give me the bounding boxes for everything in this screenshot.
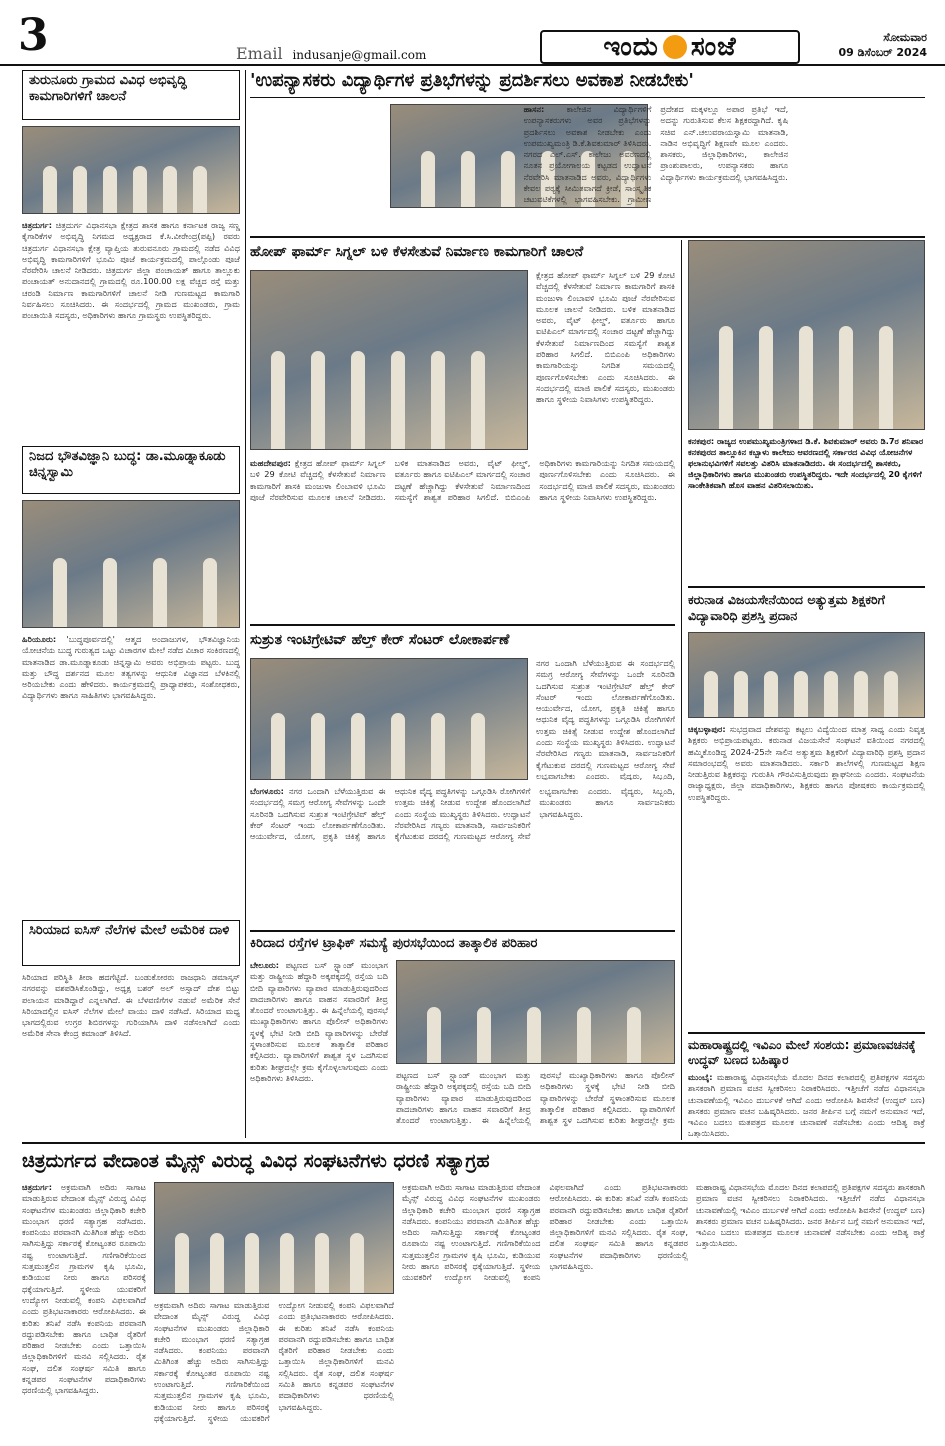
logo-text-right: ಸಂಜೆ [690,31,737,62]
body-text: ಪಟ್ಟಣದ ಬಸ್ ಸ್ಟ್ಯಾಂಡ್ ಮುಂಭಾಗ ಮತ್ತು ರಾಷ್ಟ್ರೀಯ ಹೆದ್ದಾರಿ ಅಕ್ಕಪಕ್ಕದಲ್ಲಿ ರಸ್ತೆಯ ಬದಿ ಬೀದಿ ವ್ಯಾಪಾರಿಗಳು ವ್ಯಾಪಾರ ಮಾಡುತ್ತಿರುವುದರಿಂದ ಪಾದಚಾರಿಗಳು ಹಾಗೂ ವಾಹನ ಸವಾರರಿಗೆ ತೀವ್ರ ತೊಂದರೆ ಉಂಟಾಗುತ್ತಿತ್ತು. ಈ ಹಿನ್ನೆಲೆಯಲ್ಲಿ ಪುರಸಭೆ ಮುಖ್ಯಾಧಿಕಾರಿಗಳು ಹಾಗೂ ಪೊಲೀಸ್ ಅಧಿಕಾರಿಗಳು ಸ್ಥಳಕ್ಕೆ ಭೇಟಿ ನೀಡಿ ಬೀದಿ ವ್ಯಾಪಾರಿಗಳನ್ನು ಬೇರೆಡೆ ಸ್ಥಳಾಂತರಿಸುವ ಮೂಲಕ ತಾತ್ಕಾಲಿಕ ಪರಿಹಾರ ಕಲ್ಪಿಸಿದರು. ವ್ಯಾಪಾರಿಗಳಿಗೆ ಶಾಶ್ವತ ಸ್ಥಳ ಒದಗಿಸುವ ಕುರಿತು ಶೀಘ್ರದಲ್ಲೇ ಕ್ರಮ [396,1070,675,1126]
article-body [22,1182,146,1436]
headline: ಕಿರಿದಾದ ರಸ್ತೆಗಳ ಟ್ರಾಫಿಕ್ ಸಮಸ್ಯೆ ಪುರಸಭೆಯಿಂದ ತಾತ್ಕಾಲಿಕ ಪರಿಹಾರ [250,936,538,951]
byline: ಚಿತ್ರದುರ್ಗ: [22,220,53,230]
article-karunada [688,590,925,1028]
article-body-continued [396,1070,675,1136]
event-photo [250,270,528,450]
article-body [22,220,240,442]
article-mudnakudu [22,446,240,916]
section-divider [250,236,925,238]
article-body-continued [154,1300,394,1436]
headline: 'ಉಪನ್ಯಾಸಕರು ವಿದ್ಯಾರ್ಥಿಗಳ ಪ್ರತಿಭೆಗಳನ್ನು ಪ್ರದರ್ಶಿಸಲು ಅವಕಾಶ ನೀಡಬೇಕು' [250,70,925,98]
body-text: ಅಕ್ರಮವಾಗಿ ಅದಿರು ಸಾಗಾಟ ಮಾಡುತ್ತಿರುವ ವೇದಾಂತ ಮೈನ್ಸ್ ವಿರುದ್ಧ ವಿವಿಧ ಸಂಘಟನೆಗಳ ಮುಖಂಡರು ಜಿಲ್ಲಾಧಿಕಾರಿ ಕಚೇರಿ ಮುಂಭಾಗ ಧರಣಿ ಸತ್ಯಾಗ್ರಹ ನಡೆಸಿದರು. ಕಂಪನಿಯು ಪರವಾನಗಿ ಮಿತಿಗಿಂತ ಹೆಚ್ಚು ಅದಿರು ಸಾಗಿಸುತ್ತಿದ್ದು ಸರ್ಕಾರಕ್ಕೆ ಕೋಟ್ಯಂತರ ರೂಪಾಯಿ ನಷ್ಟ ಉಂಟಾಗುತ್ತಿದೆ. ಗಣಿಗಾರಿಕೆಯಿಂದ ಸುತ್ತಮುತ್ತಲಿನ ಗ್ರಾಮಗಳ ಕೃಷಿ ಭೂಮಿ, ಕುಡಿಯುವ ನೀರು ಹಾಗೂ ಪರಿಸರಕ್ಕೆ ಧಕ್ಕೆಯಾಗುತ್ತಿದೆ. ಸ್ಥಳೀಯ ಯುವಕರಿಗೆ ಉದ್ಯೋಗ ನೀಡುವಲ್ಲಿ ಕಂಪನಿ ವಿಫಲವಾಗಿದೆ ಎಂದು ಪ್ರತಿಭಟನಾಕಾರರು ಆರೋಪಿಸಿದರು. ಈ ಕುರಿತು ತನಿಖೆ ನಡೆಸಿ ಕಂಪನಿಯ ಪರವಾನಗಿ ರದ್ದುಪಡಿಸಬೇಕು ಹಾಗೂ ಬಾಧಿತ ರೈತರಿಗೆ ಪರಿಹಾರ ನೀಡಬೇಕು ಎಂದು ಒತ್ತಾಯಿಸಿ ಜಿಲ್ಲಾಧಿಕಾರಿಗಳಿಗೆ ಮನವಿ ಸಲ್ಲಿಸಿದರು. ರೈತ ಸಂಘ, ದಲಿತ ಸಂಘರ್ಷ ಸಮಿತಿ ಹಾಗೂ ಕನ್ನಡಪರ ಸಂಘಟನೆಗಳ ಪದಾಧಿಕಾರಿಗಳು ಧರಣಿಯಲ್ಲಿ ಭಾಗವಹಿಸಿದ್ದರು. [22,1182,146,1396]
article-sushruta [250,628,675,928]
article-syria [22,920,240,1138]
section-divider [688,586,925,588]
headline: ಸಿರಿಯಾದ ಐಸಿಸ್ ನೆಲೆಗಳ ಮೇಲೆ ಅಮೆರಿಕ ದಾಳಿ [22,920,240,966]
newspaper-logo [540,30,800,64]
article-body [250,786,675,928]
byline: ಬೆಂಗಳೂರು: [250,786,284,796]
body-text: ಸುಭದ್ರವಾದ ದೇಶವನ್ನು ಕಟ್ಟಲು ವಿದ್ಯೆಯಿಂದ ಮಾತ್ರ ಸಾಧ್ಯ ಎಂದು ನಿವೃತ್ತ ಶಿಕ್ಷಕರು ಅಭಿಪ್ರಾಯಪಟ್ಟರು. ಕರುನಾಡ ವಿಜಯಸೇನೆ ಸಂಘಟನೆ ವತಿಯಿಂದ ನಗರದಲ್ಲಿ ಹಮ್ಮಿಕೊಂಡಿದ್ದ 2024-25ನೇ ಸಾಲಿನ ಅತ್ಯುತ್ತಮ ಶಿಕ್ಷಕರಿಗೆ ವಿದ್ಯಾವಾರಿಧಿ ಪ್ರಶಸ್ತಿ ಪ್ರದಾನ ಸಮಾರಂಭದಲ್ಲಿ ಅವರು ಮಾತನಾಡಿದರು. ಸರ್ಕಾರಿ ಶಾಲೆಗಳಲ್ಲಿ ಗುಣಮಟ್ಟದ ಶಿಕ್ಷಣ ನೀಡುತ್ತಿರುವ ಶಿಕ್ಷಕರನ್ನು ಗುರುತಿಸಿ ಗೌರವಿಸುತ್ತಿರುವುದು ಶ್ಲಾಘನೀಯ ಎಂದರು. ಸಂಘಟನೆಯ ರಾಜ್ಯಾಧ್ಯಕ್ಷರು, ಜಿಲ್ಲಾ ಪದಾಧಿಕಾರಿಗಳು, ಶಿಕ್ಷಕರು ಹಾಗೂ ಪೋಷಕರು ಕಾರ್ಯಕ್ರಮದಲ್ಲಿ ಉಪಸ್ಥಿತರಿದ್ದರು. [688,724,925,802]
body-text: ಮಹಾರಾಷ್ಟ್ರ ವಿಧಾನಸಭೆಯ ಮೊದಲ ದಿನದ ಕಲಾಪದಲ್ಲಿ ಪ್ರತಿಪಕ್ಷಗಳ ಸದಸ್ಯರು ಶಾಸಕರಾಗಿ ಪ್ರಮಾಣ ವಚನ ಸ್ವೀಕರಿಸಲು ನಿರಾಕರಿಸಿದರು. ಇತ್ತೀಚೆಗೆ ನಡೆದ ವಿಧಾನಸಭಾ ಚುನಾವಣೆಯಲ್ಲಿ ಇವಿಎಂ ದುರ್ಬಳಕೆ ಆಗಿದೆ ಎಂದು ಆರೋಪಿಸಿ ಶಿವಸೇನೆ (ಉದ್ಧವ್ ಬಣ) ಶಾಸಕರು ಪ್ರಮಾಣ ವಚನ ಬಹಿಷ್ಕರಿಸಿದರು. ಜನರ ತೀರ್ಪಿನ ಬಗ್ಗೆ ನಮಗೆ ಅನುಮಾನ ಇದೆ, ಇವಿಎಂ ಬದಲು ಮತಪತ್ರದ ಮೂಲಕ ಚುನಾವಣೆ ನಡೆಸಬೇಕು ಎಂದು ಆದಿತ್ಯ ಠಾಕ್ರೆ ಒತ್ತಾಯಿಸಿದರು. [688,1072,925,1138]
email-line [236,44,426,63]
headline: ಚಿತ್ರದುರ್ಗದ ವೇದಾಂತ ಮೈನ್ಸ್ ವಿರುದ್ಧ ವಿವಿಧ ಸಂಘಟನೆಗಳು ಧರಣಿ ಸತ್ಯಾಗ್ರಹ [22,1150,490,1172]
byline: ಚಿಕ್ಕಬಳ್ಳಾಪುರ: [688,724,726,734]
body-text: ಅಕ್ರಮವಾಗಿ ಅದಿರು ಸಾಗಾಟ ಮಾಡುತ್ತಿರುವ ವೇದಾಂತ ಮೈನ್ಸ್ ವಿರುದ್ಧ ವಿವಿಧ ಸಂಘಟನೆಗಳ ಮುಖಂಡರು ಜಿಲ್ಲಾಧಿಕಾರಿ ಕಚೇರಿ ಮುಂಭಾಗ ಧರಣಿ ಸತ್ಯಾಗ್ರಹ ನಡೆಸಿದರು. ಕಂಪನಿಯು ಪರವಾನಗಿ ಮಿತಿಗಿಂತ ಹೆಚ್ಚು ಅದಿರು ಸಾಗಿಸುತ್ತಿದ್ದು ಸರ್ಕಾರಕ್ಕೆ ಕೋಟ್ಯಂತರ ರೂಪಾಯಿ ನಷ್ಟ ಉಂಟಾಗುತ್ತಿದೆ. ಗಣಿಗಾರಿಕೆಯಿಂದ ಸುತ್ತಮುತ್ತಲಿನ ಗ್ರಾಮಗಳ ಕೃಷಿ ಭೂಮಿ, ಕುಡಿಯುವ ನೀರು ಹಾಗೂ ಪರಿಸರಕ್ಕೆ ಧಕ್ಕೆಯಾಗುತ್ತಿದೆ. ಸ್ಥಳೀಯ ಯುವಕರಿಗೆ ಉದ್ಯೋಗ ನೀಡುವಲ್ಲಿ ಕಂಪನಿ ವಿಫಲವಾಗಿದೆ ಎಂದು ಪ್ರತಿಭಟನಾಕಾರರು ಆರೋಪಿಸಿದರು. ಈ ಕುರಿತು ತನಿಖೆ ನಡೆಸಿ ಕಂಪನಿಯ ಪರವಾನಗಿ ರದ್ದುಪಡಿಸಬೇಕು ಹಾಗೂ ಬಾಧಿತ ರೈತರಿಗೆ ಪರಿಹಾರ ನೀಡಬೇಕು ಎಂದು ಒತ್ತಾಯಿಸಿ ಜಿಲ್ಲಾಧಿಕಾರಿಗಳಿಗೆ ಮನವಿ ಸಲ್ಲಿಸಿದರು. ರೈತ ಸಂಘ, ದಲಿತ ಸಂಘರ್ಷ ಸಮಿತಿ ಹಾಗೂ ಕನ್ನಡಪರ ಸಂಘಟನೆಗಳ ಪದಾಧಿಕಾರಿಗಳು ಧರಣಿಯಲ್ಲಿ ಭಾಗವಹಿಸಿದ್ದರು. [154,1300,394,1423]
headline: ಕರುನಾಡ ವಿಜಯಸೇನೆಯಿಂದ ಅತ್ಯುತ್ತಮ ಶಿಕ್ಷಕರಿಗೆ ವಿದ್ಯಾವಾರಿಧಿ ಪ್ರಶಸ್ತಿ ಪ್ರದಾನ [688,592,885,623]
headline: ಸುಶ್ರುತ ಇಂಟಿಗ್ರೇಟಿವ್ ಹೆಲ್ತ್ ಕೇರ್ ಸೆಂಟರ್ ಲೋಕಾರ್ಪಣೆ [250,632,510,648]
photo-story-dkshivakumar [688,240,925,582]
event-photo [22,500,240,628]
body-text: ಕ್ಷೇತ್ರದ ಹೋಪ್ ಫಾರ್ಮ್ ಸಿಗ್ನಲ್ ಬಳಿ 29 ಕೋಟಿ ವೆಚ್ಚದಲ್ಲಿ ಕೆಳಸೇತುವೆ ನಿರ್ಮಾಣ ಕಾಮಗಾರಿಗೆ ಶಾಸಕಿ ಮಂಜುಳಾ ಲಿಂಬಾವಳಿ ಭೂಮಿ ಪೂಜೆ ನೆರವೇರಿಸುವ ಮೂಲಕ ಚಾಲನೆ ನೀಡಿದರು. ಬಳಿಕ ಮಾತನಾಡಿದ ಅವರು, ವೈಟ್ ಫೀಲ್ಡ್, ವರ್ತೂರು ಹಾಗೂ ಐಟಿಪಿಎಲ್ ಮಾರ್ಗದಲ್ಲಿ ಸಂಚಾರ ದಟ್ಟಣೆ ಹೆಚ್ಚಾಗಿದ್ದು ಕೆಳಸೇತುವೆ ನಿರ್ಮಾಣದಿಂದ ಸಮಸ್ಯೆಗೆ ಶಾಶ್ವತ ಪರಿಹಾರ ಸಿಗಲಿದೆ. ಬಿಬಿಎಂಪಿ ಅಧಿಕಾರಿಗಳು ಕಾಮಗಾರಿಯನ್ನು ನಿಗದಿತ ಸಮಯದಲ್ಲಿ ಪೂರ್ಣಗೊಳಿಸಬೇಕು ಎಂದು ಸೂಚಿಸಿದರು. ಈ ಸಂದರ್ಭದಲ್ಲಿ ಮಾಜಿ ಪಾಲಿಕೆ ಸದಸ್ಯರು, ಮುಖಂಡರು ಹಾಗೂ ಸ್ಥಳೀಯ ನಿವಾಸಿಗಳು ಉಪಸ್ಥಿತರಿದ್ದರು. [536,270,675,405]
article-lecturers [250,70,925,232]
issue-date: 09 ಡಿಸೆಂಬರ್ 2024 [838,46,927,59]
photo-caption: ಕನಕಪುರ: ರಾಜ್ಯದ ಉಪಮುಖ್ಯಮಂತ್ರಿಗಳಾದ ಡಿ.ಕೆ. ಶಿವಕುಮಾರ್ ಅವರು ಡಿ.7ರ ಶನಿವಾರ ಕನಕಪುರದ ತಾಲ್ಲೂಕಿನ ಕಬ್ಬಾಳು ಕಾಲೇಜು ಆವರಣದಲ್ಲಿ ಸರ್ಕಾರದ ವಿವಿಧ ಯೋಜನೆಗಳ ಫಲಾನುಭವಿಗಳಿಗೆ ಸವಲತ್ತು ವಿತರಿಸಿ ಮಾತನಾಡಿದರು. ಈ ಸಂದರ್ಭದಲ್ಲಿ ಶಾಸಕರು, ಜಿಲ್ಲಾಧಿಕಾರಿಗಳು ಹಾಗೂ ಮುಖಂಡರು ಉಪಸ್ಥಿತರಿದ್ದರು. ಇದೇ ಸಂದರ್ಭದಲ್ಲಿ 20 ಕೈಗಳಿಗೆ ಸಾಂಕೇತಿಕವಾಗಿ ಹೊಸ ವಾಹನ ವಿತರಿಸಲಾಯಿತು. [688,436,924,490]
logo-text-left: ಇಂದು [603,31,659,62]
article-body-continued-2 [402,1182,688,1436]
byline: ಬೇಲೂರು: [250,960,280,970]
article-body-continued [536,658,675,780]
dateline [839,30,928,60]
weekday: ಸೋಮವಾರ [883,31,927,44]
body-text: ಚಿತ್ರದುರ್ಗ ವಿಧಾನಸಭಾ ಕ್ಷೇತ್ರದ ಶಾಸಕ ಹಾಗೂ ಕರ್ನಾಟಕ ರಾಜ್ಯ ಸಣ್ಣ ಕೈಗಾರಿಕೆಗಳ ಅಭಿವೃದ್ಧಿ ನಿಗಮದ ಅಧ್ಯಕ್ಷರಾದ ಕೆ.ಸಿ.ವೀರೇಂದ್ರ(ಪಪ್ಪಿ) ರವರು ಚಿತ್ರದುರ್ಗ ವಿಧಾನಸಭಾ ಕ್ಷೇತ್ರ ವ್ಯಾಪ್ತಿಯ ತುರುವನೂರು ಗ್ರಾಮದಲ್ಲಿ ನಡೆದ ವಿವಿಧ ಅಭಿವೃದ್ಧಿ ಕಾಮಗಾರಿಗಳಿಗೆ ಭೂಮಿ ಪೂಜೆ ಕಾರ್ಯಕ್ರಮದಲ್ಲಿ ಪಾಲ್ಗೊಂಡು ಪೂಜೆ ನೆರವೇರಿಸಿ ಚಾಲನೆ ನೀಡಿದರು. ಚಿತ್ರದುರ್ಗ ಜಿಲ್ಲಾ ಪಂಚಾಯತ್ ಹಾಗೂ ತಾಲ್ಲೂಕು ಪಂಚಾಯತ್ ಅನುದಾನದಲ್ಲಿ ಗ್ರಾಮದಲ್ಲಿ ರೂ.100.00 ಲಕ್ಷ ವೆಚ್ಚದ ರಸ್ತೆ ಮತ್ತು ಚರಂಡಿ ನಿರ್ಮಾಣ ಕಾಮಗಾರಿಗಳಿಗೆ ಚಾಲನೆ ನೀಡಿ ಗುಣಮಟ್ಟದ ಕಾಮಗಾರಿ ನಿರ್ವಹಿಸಲು ಸೂಚಿಸಿದರು. ಈ ಸಂದರ್ಭದಲ್ಲಿ ಗ್ರಾಮದ ಮುಖಂಡರು, ಗ್ರಾಮ ಪಂಚಾಯಿತಿ ಸದಸ್ಯರು, ಅಧಿಕಾರಿಗಳು ಹಾಗೂ ಗ್ರಾಮಸ್ಥರು ಉಪಸ್ಥಿತರಿದ್ದರು. [22,220,240,321]
section-divider [250,930,675,932]
byline: ಚಿತ್ರದುರ್ಗ: [22,1182,53,1192]
byline: ಮುಂಬೈ: [688,1072,713,1082]
byline: ಹಾಸನ: [523,104,545,114]
section-divider [22,1142,925,1144]
email-label: Email [236,44,283,63]
section-divider [250,624,675,626]
article-body [250,104,925,232]
body-text: 'ಬುದ್ಧಪೂರ್ವದಲ್ಲಿ' ಆತ್ಮದ ಅಂದಾಜುಗಳ, ಭೌತವಿಜ್ಞಾನಿಯ ಯೋಚನೆಯ ಬುದ್ಧ ಗುರುತ್ವದ ಒಟ್ಟು ವಿಚಾರಗಳ ಮೇಲೆ ನಡೆದ ವಿಚಾರ ಸಂಕಿರಣದಲ್ಲಿ ಮಾತನಾಡಿದ ಡಾ.ಮೂಡ್ನಾಕೂಡು ಚಿನ್ನಸ್ವಾಮಿ ಅವರು ಅಭಿಪ್ರಾಯ ಪಟ್ಟರು. ಬುದ್ಧ ಮತ್ತು ಬೌದ್ಧ ದರ್ಶನದ ಮೂಲ ತತ್ವಗಳನ್ನು ಆಧುನಿಕ ವಿಜ್ಞಾನದ ಬೆಳಕಿನಲ್ಲಿ ಅರಿಯಬೇಕು ಎಂದು ಹೇಳಿದರು. ಕಾರ್ಯಕ್ರಮದಲ್ಲಿ ಪ್ರಾಧ್ಯಾಪಕರು, ಸಂಶೋಧಕರು, ವಿದ್ಯಾರ್ಥಿಗಳು ಹಾಗೂ ಸಾಹಿತಿಗಳು ಭಾಗವಹಿಸಿದ್ದರು. [22,634,240,701]
body-text: ಅಕ್ರಮವಾಗಿ ಅದಿರು ಸಾಗಾಟ ಮಾಡುತ್ತಿರುವ ವೇದಾಂತ ಮೈನ್ಸ್ ವಿರುದ್ಧ ವಿವಿಧ ಸಂಘಟನೆಗಳ ಮುಖಂಡರು ಜಿಲ್ಲಾಧಿಕಾರಿ ಕಚೇರಿ ಮುಂಭಾಗ ಧರಣಿ ಸತ್ಯಾಗ್ರಹ ನಡೆಸಿದರು. ಕಂಪನಿಯು ಪರವಾನಗಿ ಮಿತಿಗಿಂತ ಹೆಚ್ಚು ಅದಿರು ಸಾಗಿಸುತ್ತಿದ್ದು ಸರ್ಕಾರಕ್ಕೆ ಕೋಟ್ಯಂತರ ರೂಪಾಯಿ ನಷ್ಟ ಉಂಟಾಗುತ್ತಿದೆ. ಗಣಿಗಾರಿಕೆಯಿಂದ ಸುತ್ತಮುತ್ತಲಿನ ಗ್ರಾಮಗಳ ಕೃಷಿ ಭೂಮಿ, ಕುಡಿಯುವ ನೀರು ಹಾಗೂ ಪರಿಸರಕ್ಕೆ ಧಕ್ಕೆಯಾಗುತ್ತಿದೆ. ಸ್ಥಳೀಯ ಯುವಕರಿಗೆ ಉದ್ಯೋಗ ನೀಡುವಲ್ಲಿ ಕಂಪನಿ ವಿಫಲವಾಗಿದೆ ಎಂದು ಪ್ರತಿಭಟನಾಕಾರರು ಆರೋಪಿಸಿದರು. ಈ ಕುರಿತು ತನಿಖೆ ನಡೆಸಿ ಕಂಪನಿಯ ಪರವಾನಗಿ ರದ್ದುಪಡಿಸಬೇಕು ಹಾಗೂ ಬಾಧಿತ ರೈತರಿಗೆ ಪರಿಹಾರ ನೀಡಬೇಕು ಎಂದು ಒತ್ತಾಯಿಸಿ ಜಿಲ್ಲಾಧಿಕಾರಿಗಳಿಗೆ ಮನವಿ ಸಲ್ಲಿಸಿದರು. ರೈತ ಸಂಘ, ದಲಿತ ಸಂಘರ್ಷ ಸಮಿತಿ ಹಾಗೂ ಕನ್ನಡಪರ ಸಂಘಟನೆಗಳ ಪದಾಧಿಕಾರಿಗಳು ಧರಣಿಯಲ್ಲಿ ಭಾಗವಹಿಸಿದ್ದರು. [402,1182,688,1283]
article-body-continued [536,270,675,450]
article-body [22,634,240,916]
article-body [688,724,925,1028]
article-hope-farm [250,240,675,620]
column-divider [245,70,246,1138]
article-vedanta [22,1146,688,1436]
body-text: ಸಿರಿಯಾದ ಪರಿಸ್ಥಿತಿ ತೀರಾ ಹದಗೆಟ್ಟಿದೆ. ಬಂಡುಕೋರರು ರಾಜಧಾನಿ ಡಮಾಸ್ಕಸ್ ನಗರವನ್ನು ವಶಪಡಿಸಿಕೊಂಡಿದ್ದು, ಅಧ್ಯಕ್ಷ ಬಶರ್ ಅಲ್ ಅಸ್ಸಾದ್ ದೇಶ ಬಿಟ್ಟು ಪಲಾಯನ ಮಾಡಿದ್ದಾರೆ ಎನ್ನಲಾಗಿದೆ. ಈ ಬೆಳವಣಿಗೆಗಳ ನಡುವೆ ಅಮೆರಿಕ ಸೇನೆ ಸಿರಿಯಾದಲ್ಲಿನ ಐಸಿಸ್ ನೆಲೆಗಳ ಮೇಲೆ ವಾಯು ದಾಳಿ ನಡೆಸಿದೆ. ಸಿರಿಯಾದ ಮಧ್ಯ ಭಾಗದಲ್ಲಿರುವ ಉಗ್ರರ ಶಿಬಿರಗಳನ್ನು ಗುರಿಯಾಗಿಸಿ ದಾಳಿ ನಡೆಸಲಾಗಿದೆ ಎಂದು ಅಮೆರಿಕ ಸೇನಾ ಕೇಂದ್ರ ಕಮಾಂಡ್ ತಿಳಿಸಿದೆ. [22,972,240,1039]
masthead [0,0,945,66]
column-divider [681,240,682,1140]
body-text: ನಗರ ಒಂದಾಗಿ ಬೆಳೆಯುತ್ತಿರುವ ಈ ಸಂದರ್ಭದಲ್ಲಿ ಸಮಗ್ರ ಆರೋಗ್ಯ ಸೇವೆಗಳನ್ನು ಒಂದೇ ಸೂರಿನಡಿ ಒದಗಿಸುವ ಸುಶ್ರುತ ಇಂಟಿಗ್ರೇಟಿವ್ ಹೆಲ್ತ್ ಕೇರ್ ಸೆಂಟರ್ ಇಂದು ಲೋಕಾರ್ಪಣೆಗೊಂಡಿತು. ಆಯುರ್ವೇದ, ಯೋಗ, ಪ್ರಕೃತಿ ಚಿಕಿತ್ಸೆ ಹಾಗೂ ಆಧುನಿಕ ವೈದ್ಯ ಪದ್ಧತಿಗಳನ್ನು ಒಗ್ಗೂಡಿಸಿ ರೋಗಿಗಳಿಗೆ ಉತ್ತಮ ಚಿಕಿತ್ಸೆ ನೀಡುವ ಉದ್ದೇಶ ಹೊಂದಲಾಗಿದೆ ಎಂದು ಸಂಸ್ಥೆಯ ಮುಖ್ಯಸ್ಥರು ತಿಳಿಸಿದರು. ಉದ್ಘಾಟನೆ ನೆರವೇರಿಸಿದ ಗಣ್ಯರು ಮಾತನಾಡಿ, ಸಾರ್ವಜನಿಕರಿಗೆ ಕೈಗೆಟುಕುವ ದರದಲ್ಲಿ ಗುಣಮಟ್ಟದ ಆರೋಗ್ಯ ಸೇವೆ ಲಭ್ಯವಾಗಬೇಕು ಎಂದರು. ವೈದ್ಯರು, ಸಿಬ್ಬಂದಿ, ಮುಖಂಡರು ಹಾಗೂ ಸಾರ್ವಜನಿಕರು ಭಾಗವಹಿಸಿದ್ದರು. [250,786,675,842]
event-photo [22,126,240,214]
page-number: 3 [18,10,49,61]
section-divider [688,1032,925,1034]
headline: ನಿಜದ ಭೌತವಿಜ್ಞಾನಿ ಬುದ್ಧ: ಡಾ.ಮೂಡ್ನಾಕೂಡು ಚಿನ್ನಸ್ವಾಮಿ [22,446,240,494]
sun-logo-icon [663,35,687,59]
body-text: ನಗರ ಒಂದಾಗಿ ಬೆಳೆಯುತ್ತಿರುವ ಈ ಸಂದರ್ಭದಲ್ಲಿ ಸಮಗ್ರ ಆರೋಗ್ಯ ಸೇವೆಗಳನ್ನು ಒಂದೇ ಸೂರಿನಡಿ ಒದಗಿಸುವ ಸುಶ್ರುತ ಇಂಟಿಗ್ರೇಟಿವ್ ಹೆಲ್ತ್ ಕೇರ್ ಸೆಂಟರ್ ಇಂದು ಲೋಕಾರ್ಪಣೆಗೊಂಡಿತು. ಆಯುರ್ವೇದ, ಯೋಗ, ಪ್ರಕೃತಿ ಚಿಕಿತ್ಸೆ ಹಾಗೂ ಆಧುನಿಕ ವೈದ್ಯ ಪದ್ಧತಿಗಳನ್ನು ಒಗ್ಗೂಡಿಸಿ ರೋಗಿಗಳಿಗೆ ಉತ್ತಮ ಚಿಕಿತ್ಸೆ ನೀಡುವ ಉದ್ದೇಶ ಹೊಂದಲಾಗಿದೆ ಎಂದು ಸಂಸ್ಥೆಯ ಮುಖ್ಯಸ್ಥರು ತಿಳಿಸಿದರು. ಉದ್ಘಾಟನೆ ನೆರವೇರಿಸಿದ ಗಣ್ಯರು ಮಾತನಾಡಿ, ಸಾರ್ವಜನಿಕರಿಗೆ ಕೈಗೆಟುಕುವ ದರದಲ್ಲಿ ಗುಣಮಟ್ಟದ ಆರೋಗ್ಯ ಸೇವೆ ಲಭ್ಯವಾಗಬೇಕು ಎಂದರು. ವೈದ್ಯರು, ಸಿಬ್ಬಂದಿ, [536,658,675,780]
byline: ಮಹದೇವಪುರ: [250,458,291,468]
event-photo [396,960,675,1064]
article-traffic [250,934,675,1136]
body-text: ಪಟ್ಟಣದ ಬಸ್ ಸ್ಟ್ಯಾಂಡ್ ಮುಂಭಾಗ ಮತ್ತು ರಾಷ್ಟ್ರೀಯ ಹೆದ್ದಾರಿ ಅಕ್ಕಪಕ್ಕದಲ್ಲಿ ರಸ್ತೆಯ ಬದಿ ಬೀದಿ ವ್ಯಾಪಾರಿಗಳು ವ್ಯಾಪಾರ ಮಾಡುತ್ತಿರುವುದರಿಂದ ಪಾದಚಾರಿಗಳು ಹಾಗೂ ವಾಹನ ಸವಾರರಿಗೆ ತೀವ್ರ ತೊಂದರೆ ಉಂಟಾಗುತ್ತಿತ್ತು. ಈ ಹಿನ್ನೆಲೆಯಲ್ಲಿ ಪುರಸಭೆ ಮುಖ್ಯಾಧಿಕಾರಿಗಳು ಹಾಗೂ ಪೊಲೀಸ್ ಅಧಿಕಾರಿಗಳು ಸ್ಥಳಕ್ಕೆ ಭೇಟಿ ನೀಡಿ ಬೀದಿ ವ್ಯಾಪಾರಿಗಳನ್ನು ಬೇರೆಡೆ ಸ್ಥಳಾಂತರಿಸುವ ಮೂಲಕ ತಾತ್ಕಾಲಿಕ ಪರಿಹಾರ ಕಲ್ಪಿಸಿದರು. ವ್ಯಾಪಾರಿಗಳಿಗೆ ಶಾಶ್ವತ ಸ್ಥಳ ಒದಗಿಸುವ ಕುರಿತು ಶೀಘ್ರದಲ್ಲೇ ಕ್ರಮ ಕೈಗೊಳ್ಳಲಾಗುವುದು ಎಂದು ಅಧಿಕಾರಿಗಳು ತಿಳಿಸಿದರು. [250,960,388,1083]
event-photo [250,658,528,780]
event-photo [688,632,925,718]
event-photo [688,240,925,430]
body-text: ಕಾಲೇಜಿನ ವಿದ್ಯಾರ್ಥಿಗಳಿಗೆ ಉಪನ್ಯಾಸಕರುಗಳು ಅವರ ಪ್ರತಿಭೆಗಳನ್ನು ಪ್ರದರ್ಶಿಸಲು ಅವಕಾಶ ನೀಡಬೇಕು ಎಂದು ಉಪಮುಖ್ಯಮಂತ್ರಿ ಡಿ.ಕೆ.ಶಿವಕುಮಾರ್ ತಿಳಿಸಿದರು. ನಗರದ ಎಲ್.ಎಸ್. ಕಾಲೇಜು ಅವರಣದಲ್ಲಿ ನೂತನ ಪ್ರಯೋಗಾಲಯ ಕಟ್ಟಡದ ಉದ್ಘಾಟನೆ ನೆರವೇರಿಸಿ ಮಾತನಾಡಿದ ಅವರು, ವಿದ್ಯಾರ್ಥಿಗಳು ಕೇವಲ ಪಠ್ಯಕ್ಕೆ ಸೀಮಿತವಾಗದೆ ಕ್ರೀಡೆ, ಸಾಂಸ್ಕೃತಿಕ ಚಟುವಟಿಕೆಗಳಲ್ಲಿ ಭಾಗವಹಿಸಬೇಕು. ಗ್ರಾಮೀಣ ಪ್ರದೇಶದ ಮಕ್ಕಳಲ್ಲೂ ಅಪಾರ ಪ್ರತಿಭೆ ಇದೆ, ಅದನ್ನು ಗುರುತಿಸುವ ಕೆಲಸ ಶಿಕ್ಷಕರದ್ದಾಗಿದೆ. ಕೃಷಿ ಸಚಿವ ಎನ್.ಚಲುವರಾಯಸ್ವಾಮಿ ಮಾತನಾಡಿ, ನಾಡಿನ ಅಭಿವೃದ್ಧಿಗೆ ಶಿಕ್ಷಣವೇ ಮೂಲ ಎಂದರು. ಶಾಸಕರು, ಜಿಲ್ಲಾಧಿಕಾರಿಗಳು, ಕಾಲೇಜಿನ ಪ್ರಾಂಶುಪಾಲರು, ಉಪನ್ಯಾಸಕರು ಹಾಗೂ ವಿದ್ಯಾರ್ಥಿಗಳು ಕಾರ್ಯಕ್ರಮದಲ್ಲಿ ಭಾಗವಹಿಸಿದ್ದರು. [523,104,789,205]
article-body [250,960,388,1136]
body-text: ಕ್ಷೇತ್ರದ ಹೋಪ್ ಫಾರ್ಮ್ ಸಿಗ್ನಲ್ ಬಳಿ 29 ಕೋಟಿ ವೆಚ್ಚದಲ್ಲಿ ಕೆಳಸೇತುವೆ ನಿರ್ಮಾಣ ಕಾಮಗಾರಿಗೆ ಶಾಸಕಿ ಮಂಜುಳಾ ಲಿಂಬಾವಳಿ ಭೂಮಿ ಪೂಜೆ ನೆರವೇರಿಸುವ ಮೂಲಕ ಚಾಲನೆ ನೀಡಿದರು. ಬಳಿಕ ಮಾತನಾಡಿದ ಅವರು, ವೈಟ್ ಫೀಲ್ಡ್, ವರ್ತೂರು ಹಾಗೂ ಐಟಿಪಿಎಲ್ ಮಾರ್ಗದಲ್ಲಿ ಸಂಚಾರ ದಟ್ಟಣೆ ಹೆಚ್ಚಾಗಿದ್ದು ಕೆಳಸೇತುವೆ ನಿರ್ಮಾಣದಿಂದ ಸಮಸ್ಯೆಗೆ ಶಾಶ್ವತ ಪರಿಹಾರ ಸಿಗಲಿದೆ. ಬಿಬಿಎಂಪಿ ಅಧಿಕಾರಿಗಳು ಕಾಮಗಾರಿಯನ್ನು ನಿಗದಿತ ಸಮಯದಲ್ಲಿ ಪೂರ್ಣಗೊಳಿಸಬೇಕು ಎಂದು ಸೂಚಿಸಿದರು. ಈ ಸಂದರ್ಭದಲ್ಲಿ ಮಾಜಿ ಪಾಲಿಕೆ ಸದಸ್ಯರು, ಮುಖಂಡರು ಹಾಗೂ ಸ್ಥಳೀಯ ನಿವಾಸಿಗಳು ಉಪಸ್ಥಿತರಿದ್ದರು. [250,458,675,502]
protest-photo [154,1182,394,1294]
article-body [22,972,240,1138]
headline: ಹೋಪ್ ಫಾರ್ಮ್ ಸಿಗ್ನಲ್ ಬಳಿ ಕೆಳಸೇತುವೆ ನಿರ್ಮಾಣ ಕಾಮಗಾರಿಗೆ ಚಾಲನೆ [250,244,584,260]
article-body [688,1072,925,1138]
article-turunuru [22,70,240,442]
byline: ಹಿರಿಯೂರು: [22,634,57,644]
maharashtra-continued [696,1182,925,1436]
headline: ತುರುನೂರು ಗ್ರಾಮದ ವಿವಿಧ ಅಭಿವೃದ್ಧಿ ಕಾಮಗಾರಿಗಳಿಗೆ ಚಾಲನೆ [22,70,240,120]
article-maharashtra [688,1036,925,1138]
body-text: ಮಹಾರಾಷ್ಟ್ರ ವಿಧಾನಸಭೆಯ ಮೊದಲ ದಿನದ ಕಲಾಪದಲ್ಲಿ ಪ್ರತಿಪಕ್ಷಗಳ ಸದಸ್ಯರು ಶಾಸಕರಾಗಿ ಪ್ರಮಾಣ ವಚನ ಸ್ವೀಕರಿಸಲು ನಿರಾಕರಿಸಿದರು. ಇತ್ತೀಚೆಗೆ ನಡೆದ ವಿಧಾನಸಭಾ ಚುನಾವಣೆಯಲ್ಲಿ ಇವಿಎಂ ದುರ್ಬಳಕೆ ಆಗಿದೆ ಎಂದು ಆರೋಪಿಸಿ ಶಿವಸೇನೆ (ಉದ್ಧವ್ ಬಣ) ಶಾಸಕರು ಪ್ರಮಾಣ ವಚನ ಬಹಿಷ್ಕರಿಸಿದರು. ಜನರ ತೀರ್ಪಿನ ಬಗ್ಗೆ ನಮಗೆ ಅನುಮಾನ ಇದೆ, ಇವಿಎಂ ಬದಲು ಮತಪತ್ರದ ಮೂಲಕ ಚುನಾವಣೆ ನಡೆಸಬೇಕು ಎಂದು ಆದಿತ್ಯ ಠಾಕ್ರೆ ಒತ್ತಾಯಿಸಿದರು. [696,1182,925,1249]
email-address: indusanje@gmail.com [292,48,427,62]
headline: ಮಹಾರಾಷ್ಟ್ರದಲ್ಲಿ ಇವಿಎಂ ಮೇಲೆ ಸಂಶಯ: ಪ್ರಮಾಣವಚನಕ್ಕೆ ಉದ್ಧವ್ ಬಣದ ಬಹಿಷ್ಕಾರ [688,1038,916,1067]
article-body [250,458,675,620]
